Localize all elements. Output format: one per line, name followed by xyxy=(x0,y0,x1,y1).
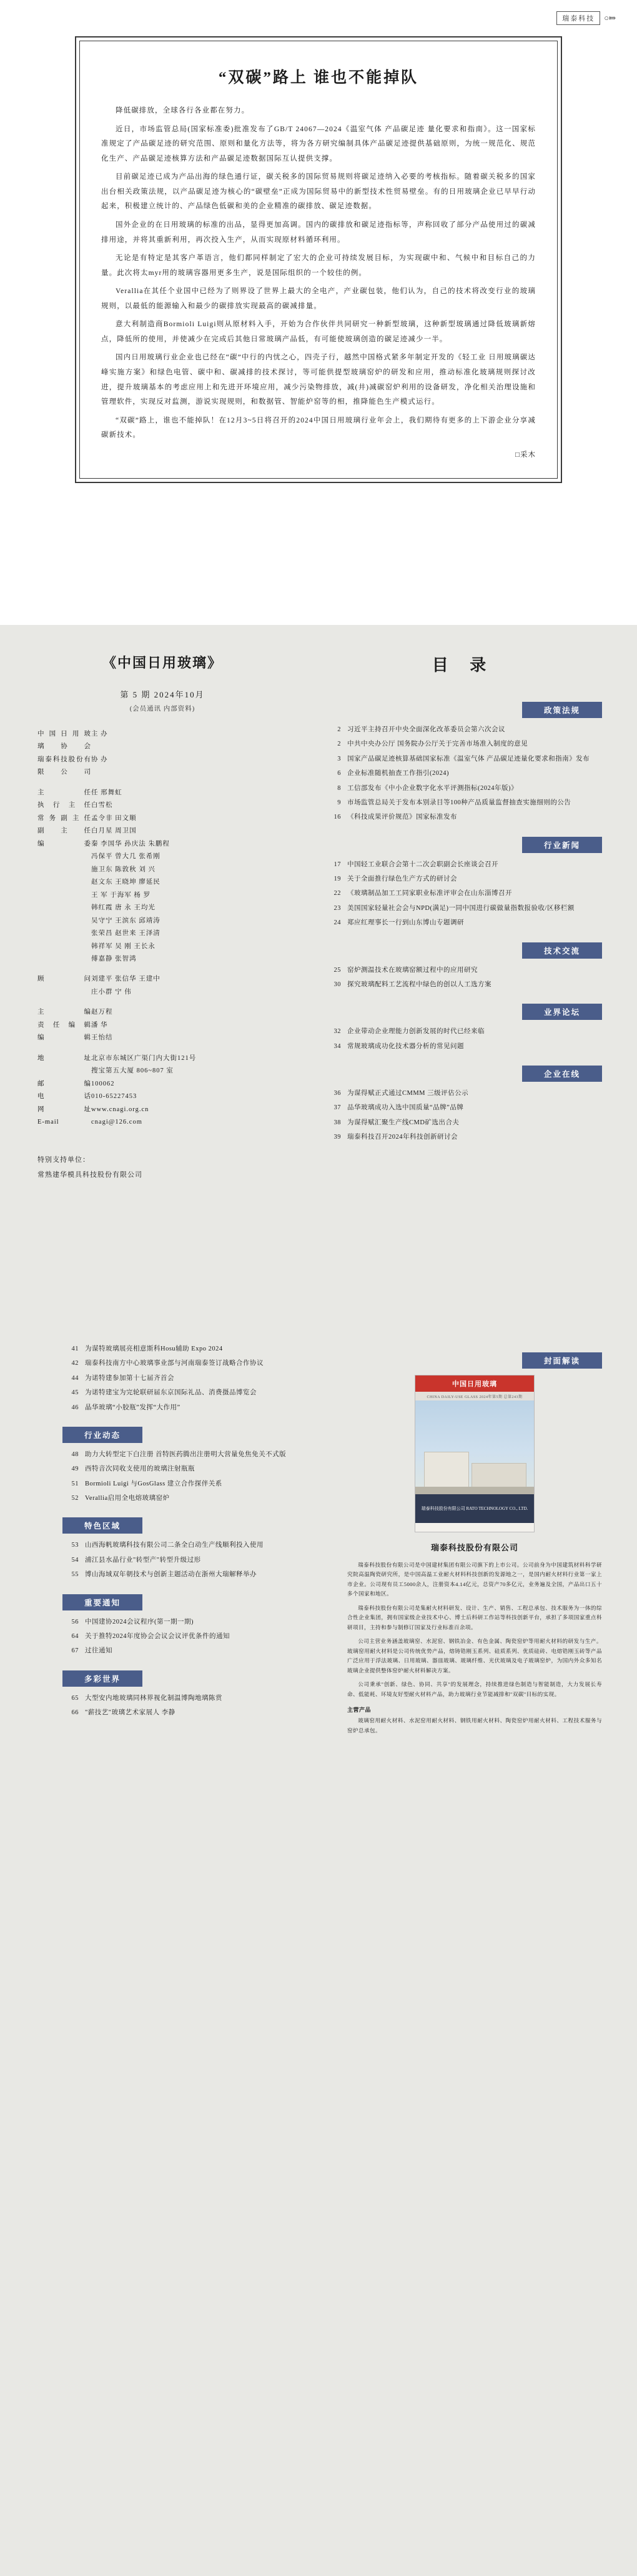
toc-page: 2 xyxy=(337,726,341,733)
contact-label: 网址 xyxy=(37,1106,91,1113)
toc-text: 市场监管总局关于发布本别录目等100种产品质量监督抽查实施细则的公告 xyxy=(347,799,571,806)
credit-label: 责任编辑 xyxy=(37,1021,91,1029)
cover-paragraph: 公司秉承"创新、绿色、协同、共享"的发展理念，持续推进绿色制造与智能制造，大力发展长寿命、低能耗、环境友好型耐火材料产品，助力玻璃行业节能减排和"双碳"目标的实现。 xyxy=(347,1681,602,1697)
toc-entry[interactable] xyxy=(62,1555,318,1566)
toc-entry[interactable] xyxy=(62,1402,318,1414)
toc-entry[interactable] xyxy=(62,1387,318,1399)
toc-entry[interactable] xyxy=(325,874,602,885)
toc-text: 为谋得赋正式通过CMMM 三级评估公示 xyxy=(347,1090,469,1097)
editorial-frame xyxy=(75,36,562,483)
lower-contents-page xyxy=(0,1312,637,2576)
toc-page: 51 xyxy=(71,1480,79,1487)
toc-text: 常规玻璃成功化技术器分析的常见问题 xyxy=(347,1042,464,1050)
toc-category-label: 企业在线 xyxy=(522,1066,602,1082)
toc-page: 30 xyxy=(333,981,341,988)
toc-page: 9 xyxy=(337,799,341,806)
ground-shape xyxy=(415,1487,534,1494)
credit-row xyxy=(37,986,287,999)
toc-text: 为谋特玻璃展亮相意斯科Hosu辅助 Expo 2024 xyxy=(85,1345,223,1352)
credit-label: 顾 问 xyxy=(37,976,91,983)
credit-row xyxy=(37,902,287,914)
toc-page: 24 xyxy=(333,919,341,927)
toc-text: 为谋得赋汇聚生产线CMD矿选出合夫 xyxy=(347,1119,460,1126)
toc-text: 品华玻璃成功入选中国质量“品牌”品牌 xyxy=(347,1104,464,1112)
cover-paragraph: 公司主营业务涵盖玻璃窑、水泥窑、钢铁冶金、有色金属、陶瓷窑炉等用耐火材料的研发与生产。玻璃窑用耐火材料是公司传统优势产品，熔铸锆刚玉系列、硅质系列、优质硅砖、电熔锆刚玉砖等产品广泛应用于浮法玻璃、日用玻璃、器皿玻璃、玻璃纤维、光伏玻璃及电子玻璃窑炉，为国内外众多知名玻璃企业提供整体窑炉耐火材料解决方案。 xyxy=(347,1638,602,1674)
cover-paragraph: 瑞泰科技股份有限公司是中国建材集团有限公司旗下的上市公司。公司前身为中国建筑材料科学研究院高温陶瓷研究所，是中国高温工业耐火材料科技创新的发源地之一，是国内耐火材料行业第一家上市企业。公司现有员工5000余人，注册资本4.14亿元，总资产70多亿元，业务遍及全国，产品出口五十多个国家和地区。 xyxy=(347,1562,602,1597)
toc-entry[interactable] xyxy=(325,754,602,765)
credit-row xyxy=(37,1032,287,1044)
contact-row[interactable] xyxy=(37,1104,287,1116)
email-link[interactable]: cnagi@126.com xyxy=(91,1119,142,1126)
toc-entry[interactable] xyxy=(62,1617,318,1628)
contact-value: 搜宝第五大厦 806~807 室 xyxy=(91,1067,174,1075)
contact-label: 电话 xyxy=(37,1093,91,1101)
credit-row xyxy=(37,864,287,876)
credit-value: 协 办 xyxy=(91,756,108,763)
toc-entry[interactable] xyxy=(62,1693,318,1704)
toc-entry[interactable] xyxy=(325,739,602,750)
editorial-paragraph: 近日，市场监管总局(国家标准委)批准发布了GB/T 24067—2024《温室气体 产品碳足迹 量化要求和指南》。这一国家标准规定了产品碳足迹的研究范围、原则和量化方法等，将为各方研究编制具体产品碳足迹提供基础原则，为统一规范化、规范化生产、产品碳足迹核算方法和产品碳足迹数据国际互认提供支撑。 xyxy=(101,125,536,162)
credit-value: 任 邢舞虹 xyxy=(91,789,122,796)
toc-text: 为诺特建宝为完轮联研届东京国际礼品、消费摄品博览会 xyxy=(85,1389,257,1397)
toc-page: 6 xyxy=(337,770,341,777)
contact-row[interactable] xyxy=(37,1116,287,1129)
toc-page: 54 xyxy=(71,1556,79,1564)
toc-text: 企业带动企业理能力创新发展的时代已经来临 xyxy=(347,1028,485,1036)
toc-title: 目 录 xyxy=(432,656,495,674)
toc-category-label: 政策法规 xyxy=(522,702,602,718)
toc-category-world xyxy=(62,1660,318,1693)
credit-value: 韩红霞 唐 永 王均光 xyxy=(91,904,156,912)
contact-row xyxy=(37,1091,287,1103)
toc-text: Verallia启用全电熔玻璃窑炉 xyxy=(85,1495,170,1502)
toc-page: 36 xyxy=(333,1090,341,1097)
toc-text: 郑应红理事长一行到山东博山专题调研 xyxy=(347,919,464,927)
toc-page: 52 xyxy=(71,1495,79,1502)
credit-row xyxy=(37,927,287,940)
editorial-signature: □采木 xyxy=(515,451,536,459)
editorial-paragraph: 无论是有特定是其客户革语言，他们都同样制定了宏大的企业可持续发展目标，为实现碳中和、气候中和目标自己的力量。此次将太myr用的玻璃容器用更多生产，说是国际组织的一个较佳的例。 xyxy=(101,254,536,277)
website-link[interactable]: www.cnagi.org.cn xyxy=(91,1106,149,1113)
toc-text: 习近平主持召开中央全面深化改革委员会第六次会议 xyxy=(347,726,505,733)
credit-row xyxy=(37,799,287,812)
toc-page: 56 xyxy=(71,1618,79,1625)
toc-page: 65 xyxy=(71,1694,79,1702)
toc-entry[interactable] xyxy=(62,1631,318,1642)
support-company: 常熟建华模具科技股份有限公司 xyxy=(37,1171,142,1179)
cover-subheading: 主营产品 xyxy=(347,1707,372,1714)
toc-entry[interactable] xyxy=(325,888,602,899)
toc-page: 23 xyxy=(333,904,341,912)
credit-row xyxy=(37,973,287,986)
issue-number: 第 5 期 2024年10月 xyxy=(120,690,205,699)
toc-page: 3 xyxy=(337,755,341,762)
toc-entry[interactable] xyxy=(325,917,602,929)
toc-entry[interactable] xyxy=(325,783,602,794)
credit-value: 韩祥军 吴 刚 王长永 xyxy=(91,942,156,950)
toc-text: 瑞泰科技召开2024年科技创新研讨会 xyxy=(347,1134,458,1141)
support-title: 特别支持单位： xyxy=(37,1156,90,1164)
editorial-title: “双碳”路上 谁也不能掉队 xyxy=(218,69,419,86)
credit-label: 主 编 xyxy=(37,1009,91,1016)
credit-label xyxy=(37,876,91,889)
toc-page: 38 xyxy=(333,1119,341,1126)
credit-label: 编 委 xyxy=(37,840,91,847)
toc-text: "薪技艺"玻璃艺术家展人 李静 xyxy=(85,1709,175,1716)
contact-label xyxy=(37,1065,91,1077)
toc-category-forum xyxy=(325,994,602,1026)
toc-entry[interactable] xyxy=(325,965,602,976)
credit-label: 常务副主任 xyxy=(37,814,91,822)
toc-category-label: 行业新闻 xyxy=(522,837,602,853)
credit-row xyxy=(37,812,287,825)
contact-value: 北京市东城区广渠门内大街121号 xyxy=(91,1054,197,1062)
credit-label xyxy=(37,902,91,914)
toc-entry[interactable] xyxy=(62,1493,318,1504)
credit-label xyxy=(37,889,91,902)
toc-entry[interactable] xyxy=(325,797,602,809)
publication-title: 《中国日用玻璃》 xyxy=(102,655,222,671)
editorial-paragraph: Verallia在其任个业国中已经为了则界设了世界上最大的全电产，产业碳包装，他们认为，自己的技术将改变行业的玻璃规则，以最低的能源输入和最少的碳排放实现最高的碳减排量。 xyxy=(101,287,536,310)
magazine-tag xyxy=(556,11,616,25)
credit-value: 王 军 于海军 杨 罗 xyxy=(91,891,151,899)
toc-page: 46 xyxy=(71,1404,79,1411)
toc-page: 17 xyxy=(333,861,341,868)
editorial-paragraph: 降低碳排放，全球各行各业都在努力。 xyxy=(116,107,250,114)
credit-label: 副 主 任 xyxy=(37,827,91,835)
toc-page: 67 xyxy=(71,1647,79,1655)
toc-category-label: 技术交流 xyxy=(522,942,602,959)
toc-entry[interactable] xyxy=(325,903,602,914)
cover-story-label: 封面解读 xyxy=(522,1352,602,1369)
toc-text: 企业标准随机抽查工作指引(2024) xyxy=(347,770,449,777)
toc-entry[interactable] xyxy=(62,1479,318,1490)
credit-value: 傅嘉静 张智鸿 xyxy=(91,955,137,962)
credit-value: 冯保平 曾大几 张希刚 xyxy=(91,853,160,861)
editorial-paragraph: 意大利制造商Bormioli Luigi则从原材料入手，开始为合作伙伴共同研究一种新型玻璃，这种新型玻璃通过降低玻璃新熔点，降低所的使用，并使减少在完成后其他日常玻璃产品低，有可能使玻璃创造的碳足迹减少一半。 xyxy=(101,321,536,343)
toc-text: 《科技成果评价规范》国家标准发布 xyxy=(347,814,457,821)
cover-band-text: CHINA DAILY-USE GLASS 2024年第5期 总第243期 xyxy=(415,1392,534,1400)
toc-entry[interactable] xyxy=(325,979,602,991)
toc-entry[interactable] xyxy=(62,1464,318,1475)
toc-entry[interactable] xyxy=(62,1569,318,1580)
support-block xyxy=(37,1153,287,1182)
credit-label: 编 辑 xyxy=(37,1034,91,1042)
credit-row xyxy=(37,915,287,927)
toc-category-notice xyxy=(62,1584,318,1617)
cover-photo xyxy=(415,1400,534,1494)
credit-value: 张荣昌 赵世来 王泽清 xyxy=(91,930,160,937)
credit-label xyxy=(37,851,91,863)
toc-entry[interactable] xyxy=(62,1707,318,1719)
toc-text: 中共中央办公厅 国务院办公厅关于完善市场准入制度的意见 xyxy=(347,741,528,748)
contact-row xyxy=(37,1065,287,1077)
credit-value: 庄小群 宁 伟 xyxy=(91,988,132,996)
toc-text: 中国轻工业联合会第十二次会职副会长座谈会召开 xyxy=(347,861,498,868)
credit-label xyxy=(37,927,91,940)
credit-value: 刘建平 张信华 王建中 xyxy=(91,976,160,983)
credit-row xyxy=(37,876,287,889)
toc-entry[interactable] xyxy=(62,1645,318,1657)
toc-page: 25 xyxy=(333,966,341,974)
cover-product-text: 玻璃窑用耐火材料、水泥窑用耐火材料、钢铁用耐火材料、陶瓷窑炉用耐火材料、工程技术服务与窑炉总承包。 xyxy=(347,1717,602,1734)
toc-entry[interactable] xyxy=(62,1344,318,1355)
cover-footer-text: 瑞泰科技股份有限公司 RATO TECHNOLOGY CO., LTD. xyxy=(415,1494,534,1523)
masthead-contents-page xyxy=(0,625,637,1312)
contact-value: 100062 xyxy=(91,1080,115,1087)
credit-row xyxy=(37,825,287,837)
editorial-paragraph: 目前碳足迹已成为产品出海的绿色通行证，碳关税多的国际贸易规则将碳足迹纳入必要的考核指标。随着碳关税多的国家出台相关政策法规，以产品碳足迹为核心的“碳壁垒”正成为国际贸易中的新型技术性贸易壁垒。有的日用玻璃企业已早早行动起来，积极建立统计的、产品绿色低碳和美的企业精准的碳排放、碳足迹数据。 xyxy=(101,173,536,211)
credit-label xyxy=(37,953,91,966)
credit-value: 白月星 周卫国 xyxy=(91,827,137,835)
credit-label: 中 国 日 用 玻 璃 协 会 xyxy=(37,731,91,751)
toc-text: 窑炉测温技术在玻璃窑额过程中的应用研究 xyxy=(347,966,478,974)
editorial-page xyxy=(0,0,637,625)
toc-entry[interactable] xyxy=(325,724,602,736)
credit-value: 赵万程 xyxy=(91,1009,113,1016)
credit-value: 潘 华 xyxy=(91,1021,108,1029)
toc-text: 浦江县水晶行业"转型产"转型升级过形 xyxy=(85,1556,201,1564)
toc-entry[interactable] xyxy=(325,859,602,871)
cover-company-name: 瑞泰科技股份有限公司 xyxy=(430,1543,518,1552)
toc-page: 37 xyxy=(333,1104,341,1112)
credit-label: 执行主任 xyxy=(37,802,91,809)
editorial-paragraph: 国外企业的在日用玻璃的标准的出品，显得更加高调。国内的碳排放和碳足迹指标等，声称回收了部分产品使用过的碳减排用途，并将其重新利用，再次投入生产，从而实现原材料循环利用。 xyxy=(101,221,536,244)
toc-text: 国家产品碳足迹核算基础国家标准《温室气体 产品碳足迹量化要求和指南》发布 xyxy=(347,755,590,762)
toc-category-region xyxy=(62,1507,318,1540)
toc-text: 中国建协2024会议程序(第一期一期) xyxy=(85,1618,194,1625)
toc-text: 关于全面推行绿色生产方式的研讨会 xyxy=(347,876,457,882)
toc-panel-lower xyxy=(0,1329,337,2576)
toc-entry[interactable] xyxy=(325,1132,602,1143)
toc-page: 45 xyxy=(71,1389,79,1397)
credit-value: 王怡结 xyxy=(91,1034,113,1042)
toc-entry[interactable] xyxy=(62,1540,318,1551)
credit-row xyxy=(37,1006,287,1019)
credit-row xyxy=(37,953,287,966)
toc-text: 探究玻璃配料工艺流程中绿色的创以人工选方案 xyxy=(347,981,491,988)
editorial-paragraph: 国内日用玻璃行业企业也已经在“碳”中行的内忧之心，四壳子行，越然中国格式紧多年制定开发的《轻工业 日用玻璃碳达峰实施方案》和绿色电管、碳中和、碳减排的技术探讨，等可能供提型玻璃窑炉的研发和应用，推动标准化玻璃规则探讨改进，提升玻璃基本的考虑应用上和先进开环境应用，减少污染物排放，减(井)减碳窑炉利用的设备研发，净化相关治理设施和管理软件，实现反对监测，游说实现规则，和数据管、智能炉窑等的相，推降能色生产模式运行。 xyxy=(101,354,536,406)
toc-category-label: 行业动态 xyxy=(62,1427,142,1443)
toc-text: 过往通知 xyxy=(85,1647,112,1655)
toc-category-label: 业界论坛 xyxy=(522,1004,602,1020)
toc-page: 2 xyxy=(337,741,341,748)
credit-label xyxy=(37,915,91,927)
toc-text: Bormioli Luigi 与GosGlass 建立合作探伴关系 xyxy=(85,1480,222,1487)
credit-row xyxy=(37,1019,287,1032)
contact-label: 地址 xyxy=(37,1054,91,1062)
toc-category-enterprise xyxy=(325,1056,602,1088)
toc-entry[interactable] xyxy=(325,1088,602,1099)
credit-row xyxy=(37,754,287,779)
cover-story-panel xyxy=(337,1329,637,2576)
credit-value: 施卫东 陈敦秋 刘 兴 xyxy=(91,866,156,873)
credit-value: 孟令非 田文顺 xyxy=(91,814,137,822)
toc-page: 53 xyxy=(71,1542,79,1549)
credit-row xyxy=(37,787,287,799)
toc-page: 32 xyxy=(333,1028,341,1036)
toc-category-label: 重要通知 xyxy=(62,1594,142,1610)
toc-entry[interactable] xyxy=(62,1449,318,1460)
toc-entry[interactable] xyxy=(325,768,602,779)
toc-entry[interactable] xyxy=(325,1117,602,1129)
toc-page: 42 xyxy=(71,1360,79,1367)
cover-paragraph: 瑞泰科技股份有限公司是集耐火材料研发、设计、生产、销售、工程总承包、技术服务为一体的综合性企业集团，拥有国家级企业技术中心、博士后科研工作站等科技创新平台，承担了多项国家重点科研项目，主持和参与制修订国家及行业标准百余项。 xyxy=(347,1604,602,1630)
contact-value: 010-65227453 xyxy=(91,1093,137,1101)
toc-page: 64 xyxy=(71,1632,79,1640)
credit-label: 瑞泰科技股份有限公司 xyxy=(37,756,91,776)
cover-image xyxy=(415,1375,535,1532)
toc-entry[interactable] xyxy=(325,1026,602,1037)
credit-label xyxy=(37,864,91,876)
contact-row xyxy=(37,1052,287,1065)
toc-category-news xyxy=(325,827,602,859)
toc-page: 8 xyxy=(337,784,341,792)
toc-text: 关于推特2024年度协会会议会议评优条件的通知 xyxy=(85,1632,230,1640)
toc-category-policy xyxy=(325,692,602,724)
toc-text: 美国国家轻量社会会与NPD(满足)一同中国进行碳做量指数报验收/区移栏额 xyxy=(347,904,575,912)
editorial-paragraph: “双碳”路上，谁也不能掉队！在12月3~5日将召开的2024中国日用玻璃行业年会上，我们期待有更多的上下游企业分享减碳新技术。 xyxy=(101,416,536,439)
toc-text: 山西海帆玻璃科技有限公司二条全白动生产线顺利投入使用 xyxy=(85,1542,264,1549)
credit-value: 吴守宁 王滨东 邱靖涛 xyxy=(91,917,160,924)
toc-page: 22 xyxy=(333,890,341,897)
cover-masthead-text: 中国日用玻璃 xyxy=(415,1375,534,1392)
credit-row xyxy=(37,851,287,863)
toc-page: 19 xyxy=(333,876,341,882)
credit-row xyxy=(37,728,287,754)
toc-text: 瑞泰科技南方中心玻璃事业部与河南瑞泰签订战略合作协议 xyxy=(85,1360,264,1367)
toc-text: 《玻璃制品加工工同家职业标准评审会在山东淄博召开 xyxy=(347,890,512,897)
toc-page: 39 xyxy=(333,1134,341,1141)
magazine-logo-text: 瑞泰科技 xyxy=(556,11,600,25)
toc-panel xyxy=(312,625,637,1312)
toc-page: 41 xyxy=(71,1345,79,1352)
contact-block xyxy=(37,1052,287,1129)
toc-category-industry xyxy=(62,1417,318,1449)
toc-category-label: 特色区域 xyxy=(62,1517,142,1534)
toc-entry[interactable] xyxy=(325,1041,602,1052)
credit-label: 主 任 xyxy=(37,789,91,796)
toc-entry[interactable] xyxy=(325,1102,602,1114)
toc-entry[interactable] xyxy=(62,1373,318,1384)
toc-text: 西特音次同收支使用的玻璃注射瓶瓶 xyxy=(85,1465,195,1473)
credit-value: 秦 李国华 孙庆法 朱鹏程 xyxy=(91,840,170,847)
toc-text: 助力大转型定下白注册 首特医药腾出注册明大营量免焦免关不式版 xyxy=(85,1450,287,1458)
toc-entry[interactable] xyxy=(62,1358,318,1369)
masthead-panel xyxy=(0,625,312,1312)
contact-row xyxy=(37,1078,287,1091)
toc-category-tech xyxy=(325,932,602,965)
toc-page: 55 xyxy=(71,1571,79,1579)
contact-label: E-mail xyxy=(37,1119,59,1126)
toc-page: 66 xyxy=(71,1709,79,1716)
toc-text: 博山海域双年朝技术与创新主题活动在浙州大瑞解释举办 xyxy=(85,1571,257,1579)
credit-value: 白雪松 xyxy=(91,802,113,809)
toc-text: 晶华玻璃“小胶瓶”发挥“大作用” xyxy=(85,1404,180,1411)
toc-text: 为诺特建参加第十七届齐首会 xyxy=(85,1374,174,1382)
credit-label xyxy=(37,941,91,953)
toc-text: 大型安内地玻璃同林界视化制温博陶地璃陈赏 xyxy=(85,1694,222,1702)
credit-row xyxy=(37,838,287,851)
contact-label: 邮编 xyxy=(37,1080,91,1087)
toc-page: 49 xyxy=(71,1465,79,1473)
credit-label xyxy=(37,986,91,999)
toc-page: 16 xyxy=(333,814,341,821)
credit-row xyxy=(37,889,287,902)
issue-subtitle: (会员通讯 内部资料) xyxy=(129,706,195,712)
credit-value: 主 办 xyxy=(91,731,108,737)
toc-page: 44 xyxy=(71,1374,79,1382)
toc-page: 48 xyxy=(71,1450,79,1458)
credit-value: 赵文东 王晓坤 廖延民 xyxy=(91,879,160,886)
magnifier-icon: ○⤇ xyxy=(604,13,616,22)
credit-row xyxy=(37,941,287,953)
toc-page: 34 xyxy=(333,1042,341,1050)
toc-entry[interactable] xyxy=(325,812,602,823)
toc-category-label: 多彩世界 xyxy=(62,1670,142,1687)
masthead-credits xyxy=(37,728,287,779)
toc-text: 工信部发布《中小企业数字化水平评测指标(2024年版)》 xyxy=(347,784,518,792)
